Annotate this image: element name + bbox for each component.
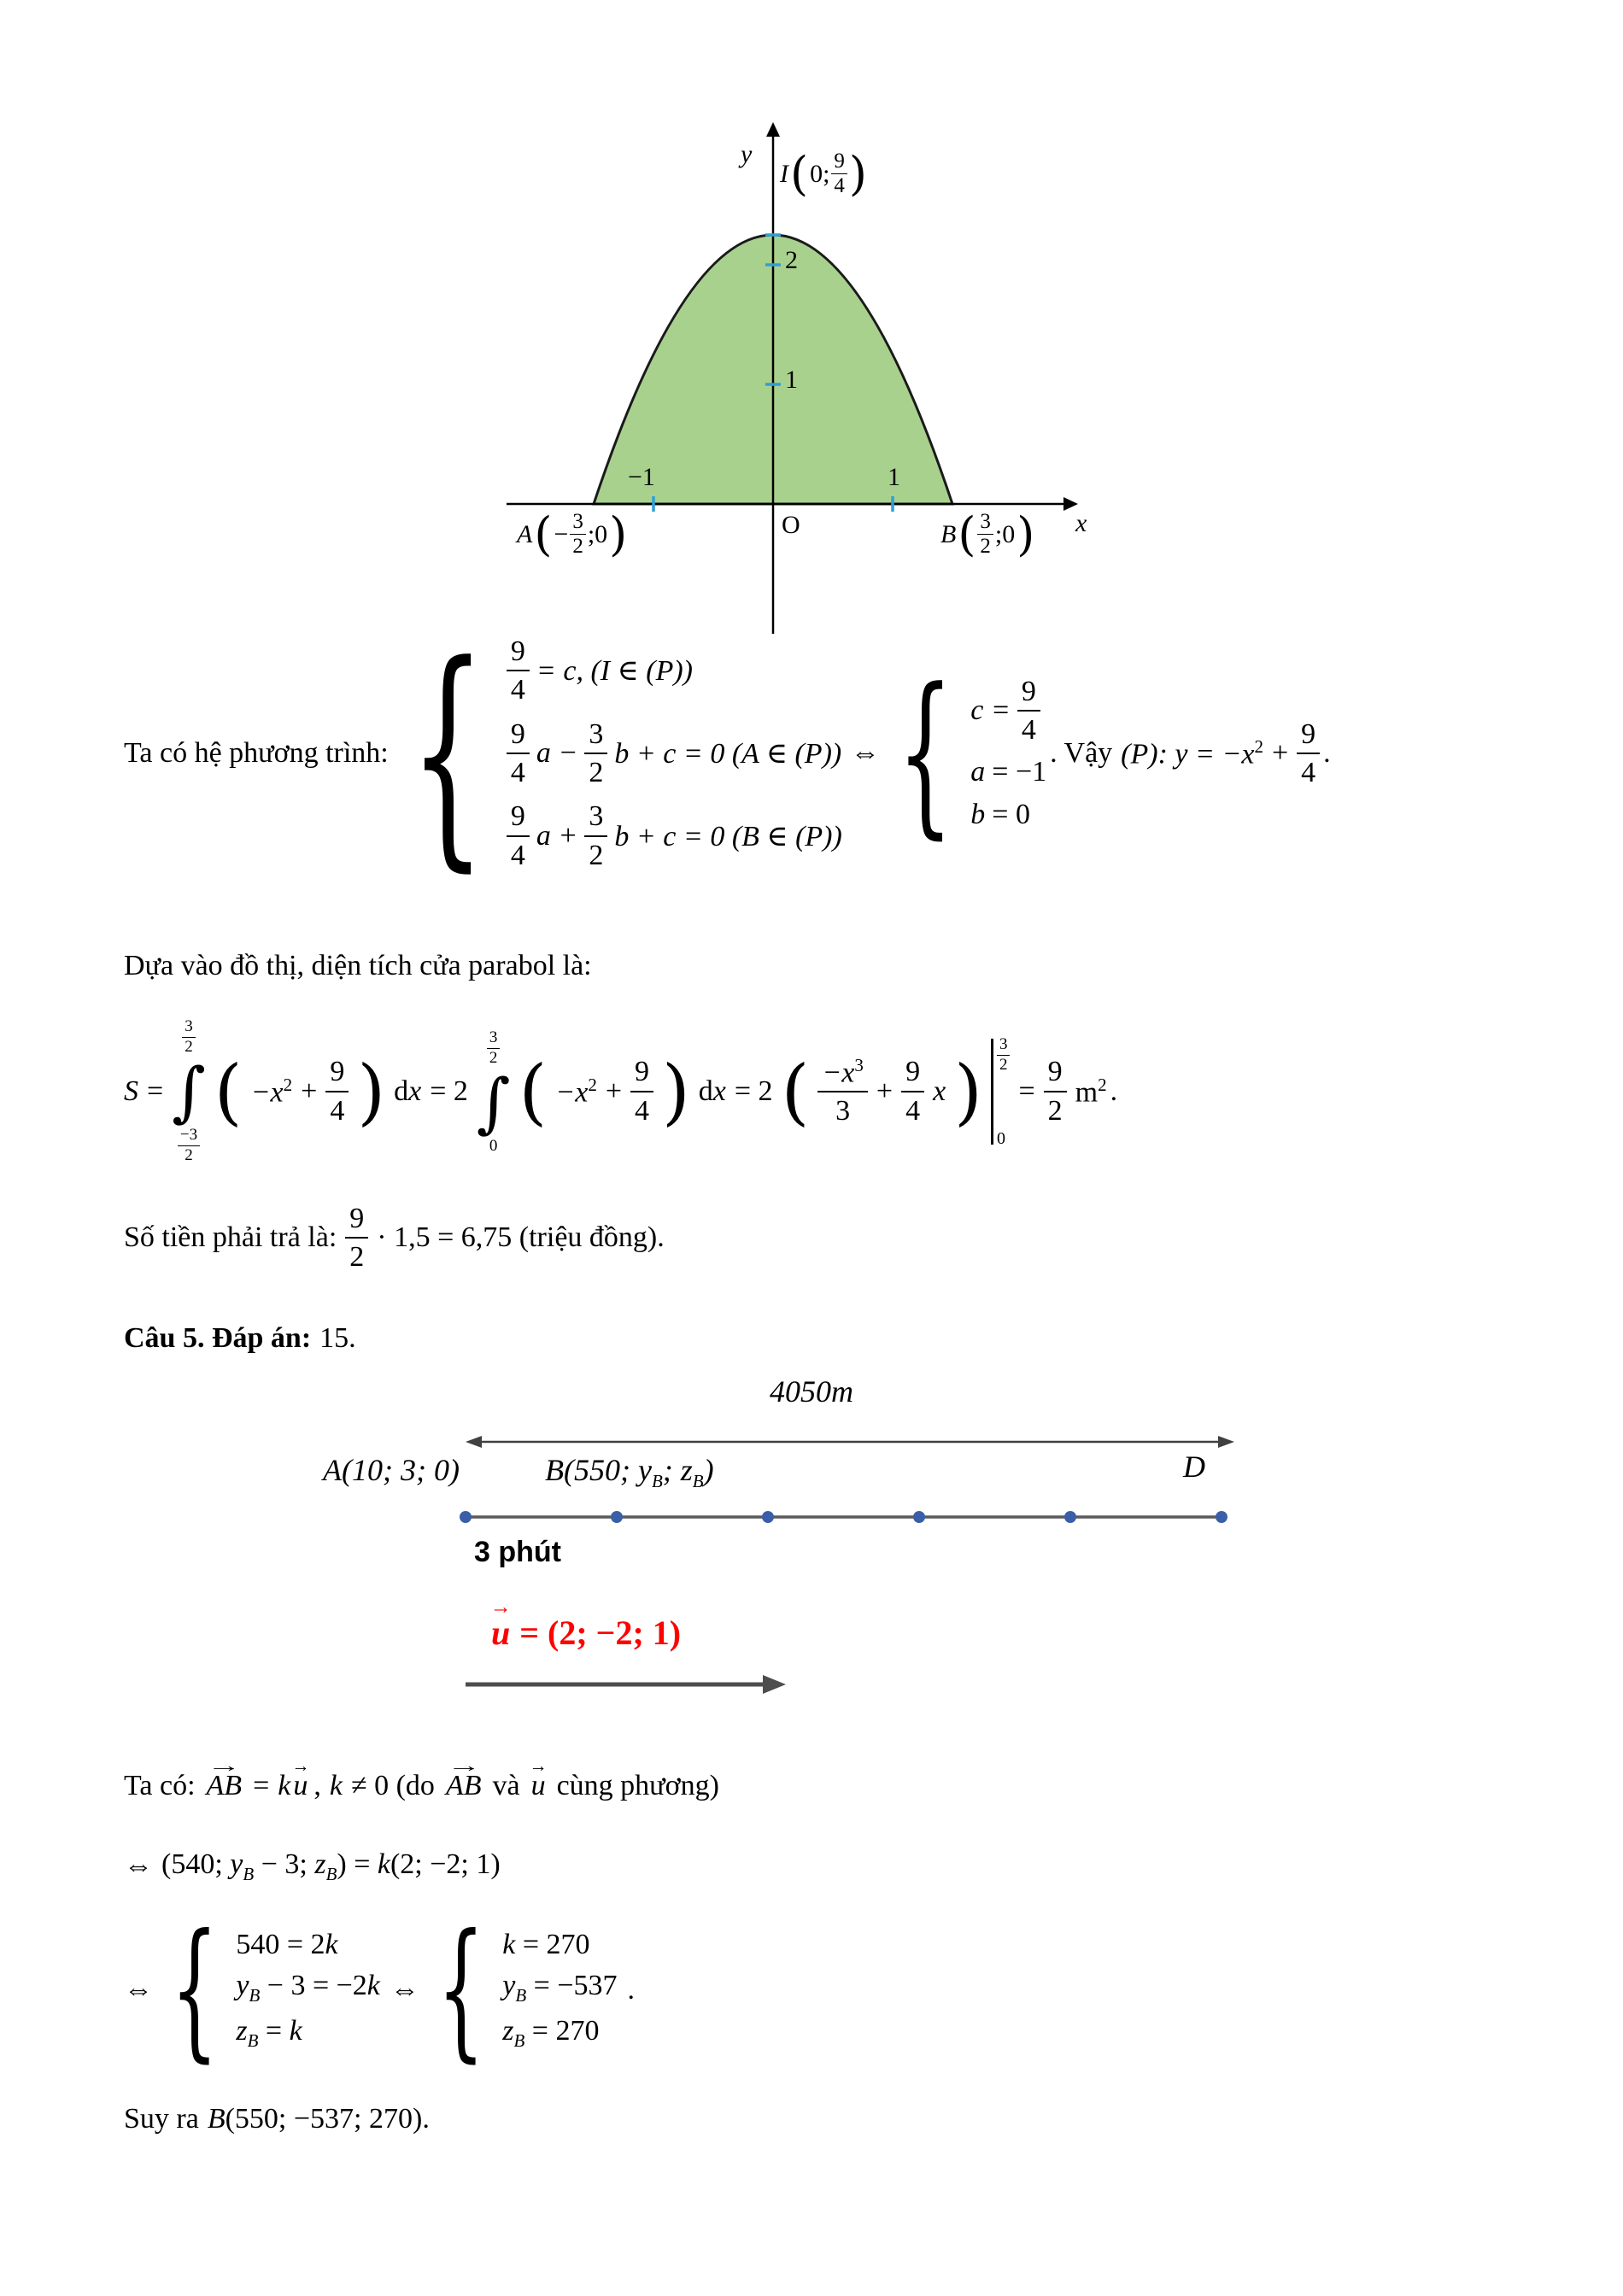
fraction-denominator: 2: [589, 839, 604, 871]
fraction-denominator: 4: [510, 839, 525, 871]
solution-system: [970, 676, 1046, 832]
fraction-numerator: 3: [570, 511, 586, 535]
vector-arrow-icon: →: [207, 1754, 242, 1776]
equals-sign: =: [147, 1075, 164, 1107]
fraction-denominator: 2: [185, 1145, 193, 1164]
fraction: [901, 1056, 924, 1127]
system-b-row: [502, 1929, 589, 1961]
math-token: = 270: [515, 1928, 590, 1960]
integrand-term: [555, 1075, 597, 1109]
y-axis-label: y: [741, 140, 753, 168]
fraction-numerator: 3: [182, 1018, 196, 1038]
integral-upper-limit: [487, 1029, 501, 1068]
fraction-denominator: 2: [589, 757, 604, 788]
y-tick-1-label: 1: [785, 366, 798, 394]
close-paren-icon: ): [357, 1049, 386, 1133]
plus-sign: +: [1271, 737, 1289, 769]
left-brace-icon: {: [170, 1903, 219, 2076]
vector-arrow-icon: →: [489, 1596, 512, 1620]
vertex-label: [780, 146, 867, 201]
x-axis-label: x: [1075, 509, 1087, 537]
math-token: = 270: [524, 2014, 600, 2047]
motion-diagram: [256, 1367, 1367, 1742]
fraction-numerator: [817, 1056, 868, 1093]
fraction: [487, 1029, 501, 1068]
subscript: B: [513, 2030, 525, 2051]
vector-value: = (2; −2; 1): [519, 1614, 682, 1652]
math-token: = 2: [430, 1075, 468, 1107]
fraction-numerator: 9: [507, 636, 530, 671]
iff-symbol: ⇔: [850, 737, 880, 769]
differential: [394, 1075, 421, 1108]
fraction-denominator: 4: [905, 1094, 921, 1127]
fraction: [630, 1056, 653, 1127]
iff-symbol: ⇔: [390, 1973, 419, 2006]
distance-arrow-right-head: [1218, 1436, 1234, 1448]
fraction-numerator: 9: [901, 1056, 924, 1092]
minus-sign: −: [554, 519, 569, 548]
math-token: (550; −537; 270): [225, 2103, 423, 2135]
point-a-coordinates: A(10; 3; 0): [323, 1453, 460, 1487]
fraction-denominator: 2: [572, 535, 583, 559]
math-token: x: [712, 1075, 726, 1107]
math-token: (540;: [161, 1848, 231, 1880]
fraction-denominator: 2: [999, 1055, 1008, 1074]
fraction-denominator: 4: [510, 674, 525, 706]
integrand-term: [251, 1075, 293, 1109]
subscript: B: [247, 2030, 259, 2051]
math-token: AB: [206, 1770, 243, 1801]
math-token: ≠ 0 (do: [350, 1770, 435, 1801]
money-intro-text: Số tiền phải trả là:: [124, 1221, 337, 1254]
fraction-numerator: 9: [1017, 676, 1040, 712]
math-token: u: [293, 1770, 308, 1801]
fraction-numerator: 9: [325, 1056, 349, 1092]
fraction-denominator: 4: [635, 1094, 649, 1127]
fraction: [1297, 718, 1320, 789]
math-token: (2; −2; 1): [390, 1848, 501, 1880]
solving-systems-line: [124, 1903, 636, 2076]
exponent: 2: [588, 1074, 597, 1095]
open-paren-icon: (: [958, 507, 976, 561]
equation: [236, 1929, 337, 1961]
open-paren-icon: (: [214, 1049, 243, 1133]
parabola-equation: [1121, 736, 1263, 770]
solution-b: [970, 799, 1030, 831]
equation-3: [507, 800, 842, 871]
vector-u: [529, 1754, 548, 1802]
fraction: [325, 1056, 349, 1127]
close-paren-icon: ): [609, 507, 628, 561]
equation-system: [507, 636, 842, 871]
math-token: k: [377, 1848, 390, 1880]
vertex-x: 0;: [810, 159, 830, 188]
math-token: k: [325, 1928, 338, 1960]
math-token: 540 = 2: [236, 1928, 325, 1960]
vector-u: [290, 1754, 310, 1802]
fraction-numerator: 9: [831, 150, 847, 174]
math-token: x: [408, 1075, 422, 1107]
integral: [172, 1018, 206, 1165]
close-paren-icon: ): [848, 146, 867, 201]
comma: ,: [313, 1770, 321, 1801]
fraction: [1017, 676, 1040, 747]
fraction-denominator: 2: [185, 1037, 193, 1056]
fraction-numerator: 9: [345, 1203, 368, 1239]
math-token: d: [698, 1075, 713, 1107]
vertex-name: I: [780, 159, 788, 188]
fraction-denominator: 4: [510, 757, 525, 788]
math-token: =: [258, 2014, 290, 2047]
vector-ab: [204, 1754, 245, 1802]
fraction-numerator: 9: [1297, 718, 1320, 754]
conclusion-text: . Vậy: [1050, 737, 1113, 769]
equation-text: b + c = 0 (B ∈ (P)): [614, 820, 842, 852]
parabola-figure: [431, 111, 1115, 675]
open-paren-icon: (: [781, 1049, 810, 1133]
fraction-numerator: −3: [178, 1127, 200, 1146]
math-token: = 2: [734, 1075, 773, 1107]
integral: [477, 1029, 511, 1154]
open-paren-icon: (: [534, 507, 553, 561]
period: .: [627, 1973, 636, 2006]
math-token: −x: [822, 1057, 855, 1089]
point-b-result: [208, 2103, 430, 2135]
integral-sign-icon: ∫: [476, 1063, 511, 1140]
vector-arrow-icon: →: [446, 1754, 481, 1776]
path-point: [1216, 1511, 1228, 1523]
fraction: [182, 1018, 196, 1057]
fraction: [584, 800, 607, 871]
equation-1: [507, 636, 693, 706]
close-paren-icon: ): [662, 1049, 690, 1133]
path-point: [611, 1511, 623, 1523]
equation-text: a −: [536, 737, 578, 769]
integral-lower-limit: [178, 1127, 200, 1165]
system-b: [502, 1929, 617, 2052]
fraction-numerator: 9: [507, 718, 530, 754]
math-token: k: [278, 1770, 291, 1801]
system-a-row: [236, 2015, 302, 2052]
left-brace-icon: {: [897, 651, 953, 855]
fraction-denominator: 4: [1301, 757, 1316, 788]
point-b-y: ;0: [994, 519, 1016, 548]
equals-sign: =: [1018, 1075, 1035, 1107]
math-token: m: [1075, 1075, 1099, 1108]
math-token: −x: [555, 1075, 589, 1108]
fraction-denominator: 4: [330, 1094, 345, 1127]
vector-ab: [443, 1754, 484, 1802]
question-5-answer: [124, 1322, 356, 1355]
exponent: 3: [854, 1054, 864, 1075]
math-token: B: [207, 2103, 226, 2135]
equation-text: (P): y = −x: [1121, 738, 1255, 770]
time-label: 3 phút: [474, 1536, 561, 1568]
equation: [502, 1929, 589, 1961]
motion-diagram-svg: [256, 1367, 1367, 1742]
period: .: [422, 2103, 430, 2135]
plus-sign: +: [876, 1075, 894, 1107]
unit: [1075, 1075, 1107, 1109]
math-token: x: [933, 1075, 946, 1107]
x-tick-1-label: 1: [888, 463, 900, 491]
equals-sign: =: [253, 1770, 270, 1801]
fraction-denominator: 3: [835, 1095, 851, 1128]
fraction-numerator: 3: [584, 718, 607, 754]
path-point: [1064, 1511, 1076, 1523]
scalar-vector-term: [278, 1754, 310, 1802]
fraction: [345, 1203, 368, 1274]
fraction: [1044, 1056, 1067, 1127]
money-line: [124, 1203, 665, 1274]
plus-sign: +: [301, 1075, 318, 1107]
point-a-label: [517, 507, 628, 561]
subscript: B: [249, 1984, 261, 2006]
y-tick-2-label: 2: [785, 246, 798, 274]
fraction-denominator: 4: [1021, 714, 1036, 746]
math-token: AB: [445, 1770, 482, 1801]
system-b-row: [502, 2015, 599, 2052]
parabola-graph-svg: [431, 111, 1115, 675]
period: .: [1323, 737, 1331, 769]
solution-text: = 0: [992, 799, 1030, 831]
area-formula: [124, 1018, 1117, 1165]
math-token: z: [502, 2014, 514, 2047]
path-point: [762, 1511, 774, 1523]
question-label: Câu 5. Đáp án:: [124, 1322, 312, 1354]
fraction: [507, 636, 530, 706]
antiderivative-term: [822, 1056, 864, 1089]
math-token: ; z: [662, 1453, 693, 1487]
answer-value: 15.: [319, 1322, 356, 1354]
period: .: [1110, 1075, 1118, 1107]
equation-text: a +: [536, 819, 578, 852]
math-token: ) =: [337, 1848, 378, 1880]
fraction-numerator: 3: [977, 511, 993, 535]
point-a-name: A: [517, 519, 533, 548]
evaluation-lower: 0: [996, 1128, 1005, 1148]
math-token: ): [703, 1453, 714, 1487]
fraction-denominator: 2: [349, 1241, 365, 1274]
evaluation-limits: [997, 1034, 1011, 1149]
fraction: [817, 1056, 868, 1128]
equation-2: [507, 718, 841, 789]
math-token: y: [230, 1848, 243, 1880]
equation-text: = c, (I ∈ (P)): [536, 655, 693, 688]
integral-lower-limit: 0: [489, 1136, 498, 1155]
system-a: [236, 1929, 380, 2052]
differential: [699, 1075, 726, 1108]
text-token: và: [492, 1770, 520, 1801]
integral-sign-icon: ∫: [172, 1052, 206, 1129]
math-token: z: [314, 1848, 326, 1880]
equation: [236, 2015, 302, 2052]
math-token: − 3;: [254, 1848, 315, 1880]
vector-arrow-icon: →: [529, 1754, 548, 1776]
equation: [502, 1970, 617, 2006]
x-tick-neg1-label: −1: [628, 463, 655, 491]
subscript: B: [651, 1471, 663, 1492]
fraction: [831, 150, 847, 198]
math-token: u: [530, 1770, 546, 1801]
math-token: − 3 = −2: [260, 1969, 367, 2001]
fraction-numerator: 9: [630, 1056, 653, 1092]
component-equation: [161, 1848, 501, 1885]
direction-vector-label: [489, 1596, 682, 1653]
close-paren-icon: ): [954, 1049, 982, 1133]
fraction: [977, 511, 993, 559]
system-a-row: [236, 1970, 380, 2006]
fraction: [178, 1127, 200, 1165]
area-intro-text: Dựa vào đồ thị, diện tích cửa parabol là:: [124, 950, 592, 981]
point-b-label: [940, 507, 1035, 561]
path-point: [460, 1511, 472, 1523]
left-brace-icon: {: [409, 614, 486, 893]
left-brace-icon: {: [437, 1903, 485, 2076]
math-token: −x: [250, 1075, 284, 1108]
text-token: Suy ra: [124, 2103, 199, 2135]
solution-a: [970, 756, 1046, 788]
fraction: [584, 718, 607, 789]
intro-text: Ta có:: [124, 1770, 196, 1801]
plus-sign: +: [605, 1075, 622, 1107]
text-token: cùng phương): [556, 1770, 719, 1801]
system-intro-text: Ta có hệ phương trình:: [124, 737, 389, 769]
fraction-numerator: 9: [1044, 1056, 1067, 1092]
fraction: [570, 511, 586, 559]
equation: [236, 1970, 380, 2006]
exponent: 2: [283, 1074, 293, 1095]
point-d-label: D: [1183, 1450, 1205, 1484]
y-axis-arrowhead: [766, 122, 780, 137]
math-token: k: [366, 1969, 380, 2001]
math-token: y: [502, 1969, 516, 2001]
subscript: B: [325, 1863, 337, 1884]
fraction-numerator: 9: [507, 800, 530, 836]
math-token: d: [394, 1075, 409, 1107]
component-equation-line: [124, 1848, 501, 1885]
fraction: [507, 718, 530, 789]
iff-symbol: ⇔: [124, 1973, 153, 2006]
exponent: 2: [1098, 1074, 1107, 1095]
math-token: k: [329, 1770, 343, 1801]
system-line: [124, 614, 1331, 893]
subscript: B: [515, 1984, 527, 2006]
math-token: B(550; y: [545, 1453, 652, 1487]
evaluation-bar-line: [991, 1039, 993, 1145]
point-b-name: B: [940, 519, 957, 548]
math-token: k: [502, 1928, 516, 1960]
direction-arrow-head: [763, 1675, 786, 1694]
open-paren-icon: (: [790, 146, 809, 201]
math-token: k: [289, 2014, 302, 2047]
system-b-row: [502, 1970, 617, 2006]
point-a-y: ;0: [587, 519, 608, 548]
math-token: = −537: [526, 1969, 618, 2001]
solution-text: = −1: [992, 756, 1047, 788]
fraction-numerator: 3: [584, 800, 607, 836]
integral-upper-limit: [182, 1018, 196, 1057]
fraction-denominator: 2: [980, 535, 991, 559]
system-a-row: [236, 1929, 337, 1961]
close-paren-icon: ): [1017, 507, 1035, 561]
solution-text: b: [970, 799, 986, 831]
area-symbol: S: [124, 1075, 138, 1107]
distance-label: 4050m: [770, 1374, 853, 1409]
vector-u: [489, 1596, 513, 1653]
distance-arrow-left-head: [466, 1436, 482, 1448]
vector-arrow-icon: →: [291, 1754, 310, 1776]
equation: [502, 2015, 599, 2052]
conclusion-line: [124, 2103, 430, 2135]
equation-text: b + c = 0 (A ∈ (P)): [614, 738, 842, 770]
iff-symbol: ⇔: [124, 1850, 153, 1883]
fraction-numerator: 3: [997, 1036, 1011, 1056]
solution-c: [970, 676, 1040, 747]
fraction-denominator: 2: [1047, 1094, 1063, 1127]
solution-text: a: [970, 756, 986, 788]
fraction: [997, 1036, 1011, 1075]
open-paren-icon: (: [519, 1049, 548, 1133]
point-b-coordinates: [545, 1452, 714, 1492]
subscript: B: [692, 1471, 704, 1492]
path-point: [913, 1511, 925, 1523]
vector-relation-line: [124, 1754, 719, 1802]
solution-text: c =: [970, 694, 1011, 726]
subscript: B: [243, 1863, 255, 1884]
fraction-numerator: 3: [487, 1029, 501, 1049]
math-token: u: [491, 1614, 511, 1652]
math-token: z: [236, 2014, 248, 2047]
evaluation-bar: [991, 1034, 1011, 1149]
fraction-denominator: 4: [834, 174, 845, 198]
origin-label: O: [782, 511, 800, 539]
fraction: [507, 800, 530, 871]
money-result-text: · 1,5 = 6,75 (triệu đồng).: [377, 1221, 665, 1254]
exponent: 2: [1254, 735, 1263, 757]
fraction-denominator: 2: [489, 1048, 498, 1067]
math-token: y: [236, 1969, 249, 2001]
